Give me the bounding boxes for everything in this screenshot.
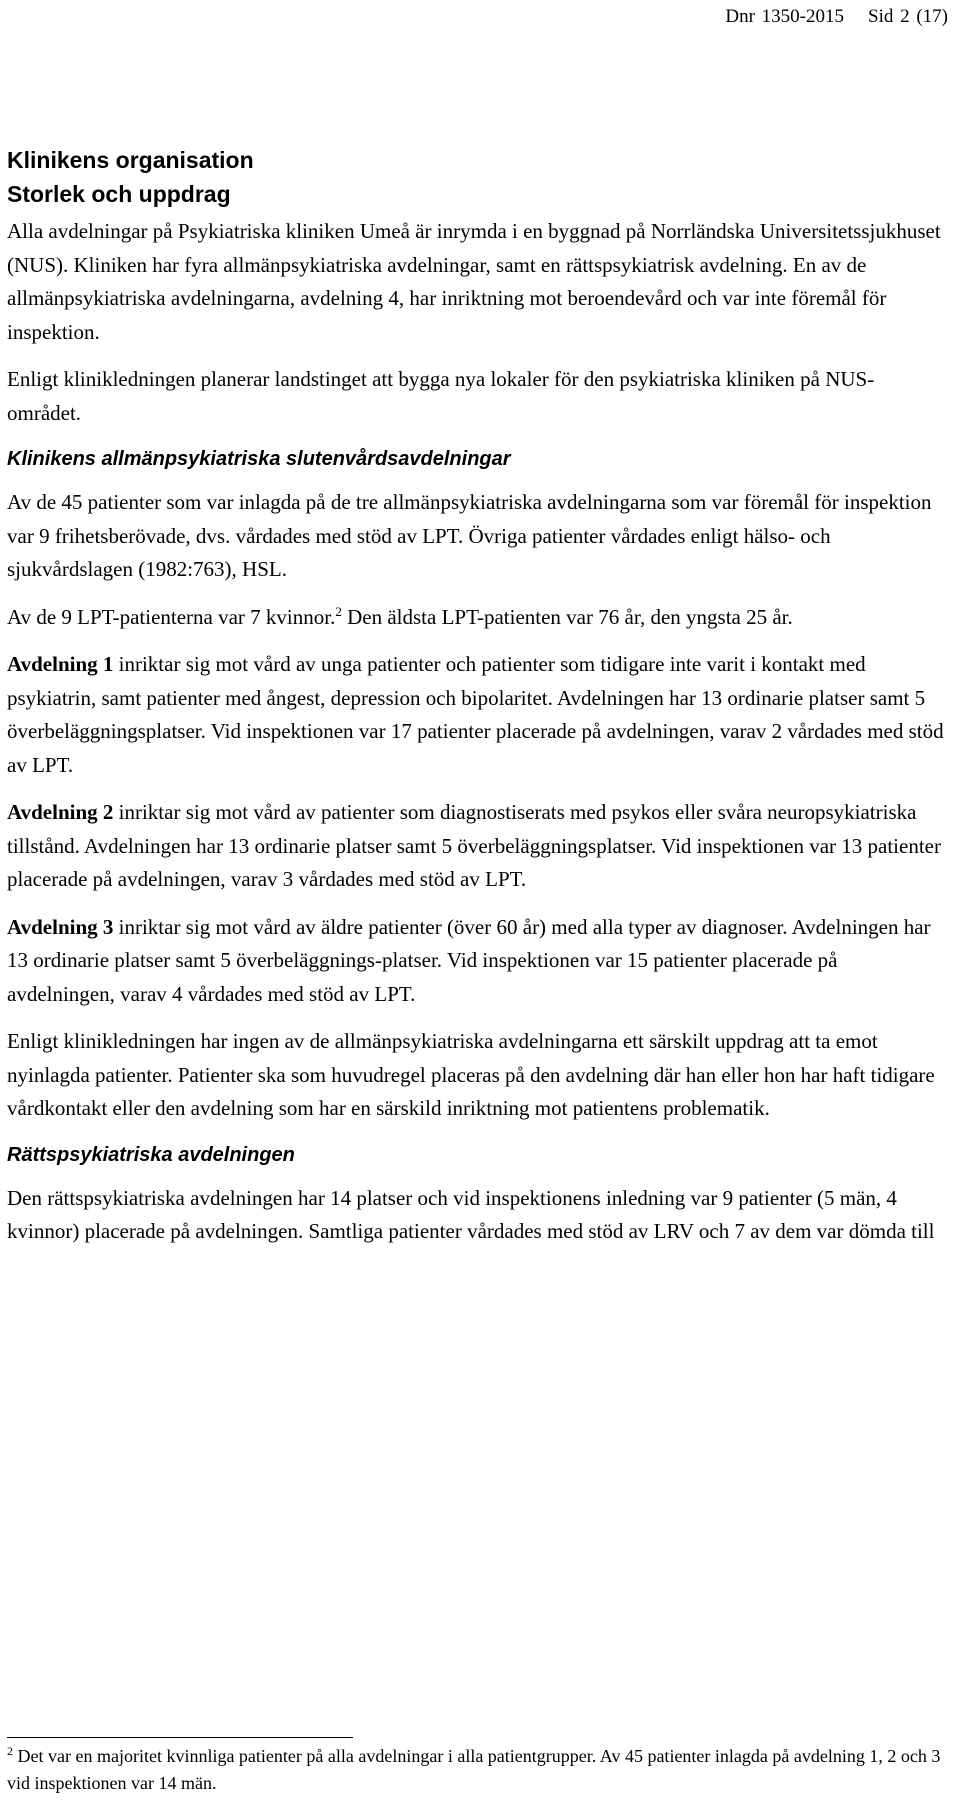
page-number: Sid 2 (17) bbox=[868, 6, 948, 27]
paragraph-new-premises: Enligt klinikledningen planerar landstinget att bygga nya lokaler för den psykiatriska kliniken på NUS-området. bbox=[7, 367, 875, 425]
section-title: Klinikens organisation bbox=[7, 147, 254, 173]
page-header bbox=[725, 6, 948, 28]
ward-2-label: Avdelning 2 bbox=[7, 800, 114, 824]
ward-2-text: inriktar sig mot vård av patienter som diagnostiserats med psykos eller svåra neuropsykiatriska tillstånd. Avdelningen har 13 ordinarie platser samt 5 överbeläggningsplatser. Vid inspektionen var 13 patienter placerade på avdelningen, varav 3 vårdades med stöd av LPT. bbox=[7, 800, 941, 891]
paragraph-organisation: Alla avdelningar på Psykiatriska kliniken Umeå är inrymda i en byggnad på Norrländska Universitetssjukhuset (NUS). Kliniken har fyra allmänpsykiatriska avdelningar, samt en rättspsykiatrisk avdelning. En av de allmänpsykiatriska avdelningarna, avdelning 4, har inriktning mot beroendevård och var inte föremål för inspektion. bbox=[7, 219, 941, 344]
paragraph-placement-policy: Enligt klinikledningen har ingen av de allmänpsykiatriska avdelningarna ett särskilt uppdrag att ta emot nyinlagda patienter. Patienter ska som huvudregel placeras på den avdelning där han eller hon har haft tidigare vårdkontakt eller den avdelning som har en särskild inriktning mot patientens problematik. bbox=[7, 1029, 935, 1120]
general-wards-heading: Klinikens allmänpsykiatriska slutenvårdsavdelningar bbox=[7, 448, 511, 470]
footnote bbox=[7, 1743, 952, 1797]
footnote-divider bbox=[7, 1737, 353, 1738]
ward-1-text: inriktar sig mot vård av unga patienter och patienter som tidigare inte varit i kontakt med psykiatrin, samt patienter med ångest, depression och bipolaritet. Avdelningen har 13 ordinarie platser samt 5 överbeläggningsplatser. Vid inspektionen var 17 patienter placerade på avdelningen, varav 2 vårdades med stöd av LPT. bbox=[7, 652, 944, 777]
lpt-text-after: Den äldsta LPT-patienten var 76 år, den yngsta 25 år. bbox=[341, 604, 793, 629]
paragraph-ward-2 bbox=[7, 796, 947, 897]
paragraph-ward-1 bbox=[7, 648, 947, 782]
paragraph-lpt-patients bbox=[7, 601, 947, 635]
ward-3-label: Avdelning 3 bbox=[7, 914, 114, 939]
forensic-ward-heading: Rättspsykiatriska avdelningen bbox=[7, 1143, 295, 1166]
case-number: Dnr 1350-2015 bbox=[725, 6, 844, 27]
lpt-text-before: Av de 9 LPT-patienterna var 7 kvinnor. bbox=[7, 604, 336, 629]
paragraph-ward-3 bbox=[7, 911, 947, 1012]
footnote-reference: 2 bbox=[335, 603, 342, 619]
paragraph-forensic-ward: Den rättspsykiatriska avdelningen har 14 platser och vid inspektionens inledning var 9 patienter (5 män, 4 kvinnor) placerade på avdelningen. Samtliga patienter vårdades med stöd av LRV och 7 av dem var dömda till bbox=[7, 1185, 935, 1243]
main-content bbox=[7, 143, 947, 1263]
ward-3-text: inriktar sig mot vård av äldre patienter (över 60 år) med alla typer av diagnoser. Avdelningen har 13 ordinarie platser samt 5 överbeläggnings-platser. Vid inspektionen var 15 patienter placerade på avdelningen, varav 4 vårdades med stöd av LPT. bbox=[7, 914, 931, 1006]
footnote-marker: 2 bbox=[7, 1744, 13, 1758]
footnote-text: Det var en majoritet kvinnliga patienter på alla avdelningar i alla patientgrupper. Av 45 patienter inlagda på avdelning 1, 2 och 3 vid inspektionen var 14 män. bbox=[7, 1746, 941, 1793]
paragraph-patient-count: Av de 45 patienter som var inlagda på de tre allmänpsykiatriska avdelningarna som var föremål för inspektion var 9 frihetsberövade, dvs. vårdades med stöd av LPT. Övriga patienter vårdades enligt hälso- och sjukvårdslagen (1982:763), HSL. bbox=[7, 490, 932, 581]
section-subtitle: Storlek och uppdrag bbox=[7, 181, 231, 207]
ward-1-label: Avdelning 1 bbox=[7, 652, 114, 676]
